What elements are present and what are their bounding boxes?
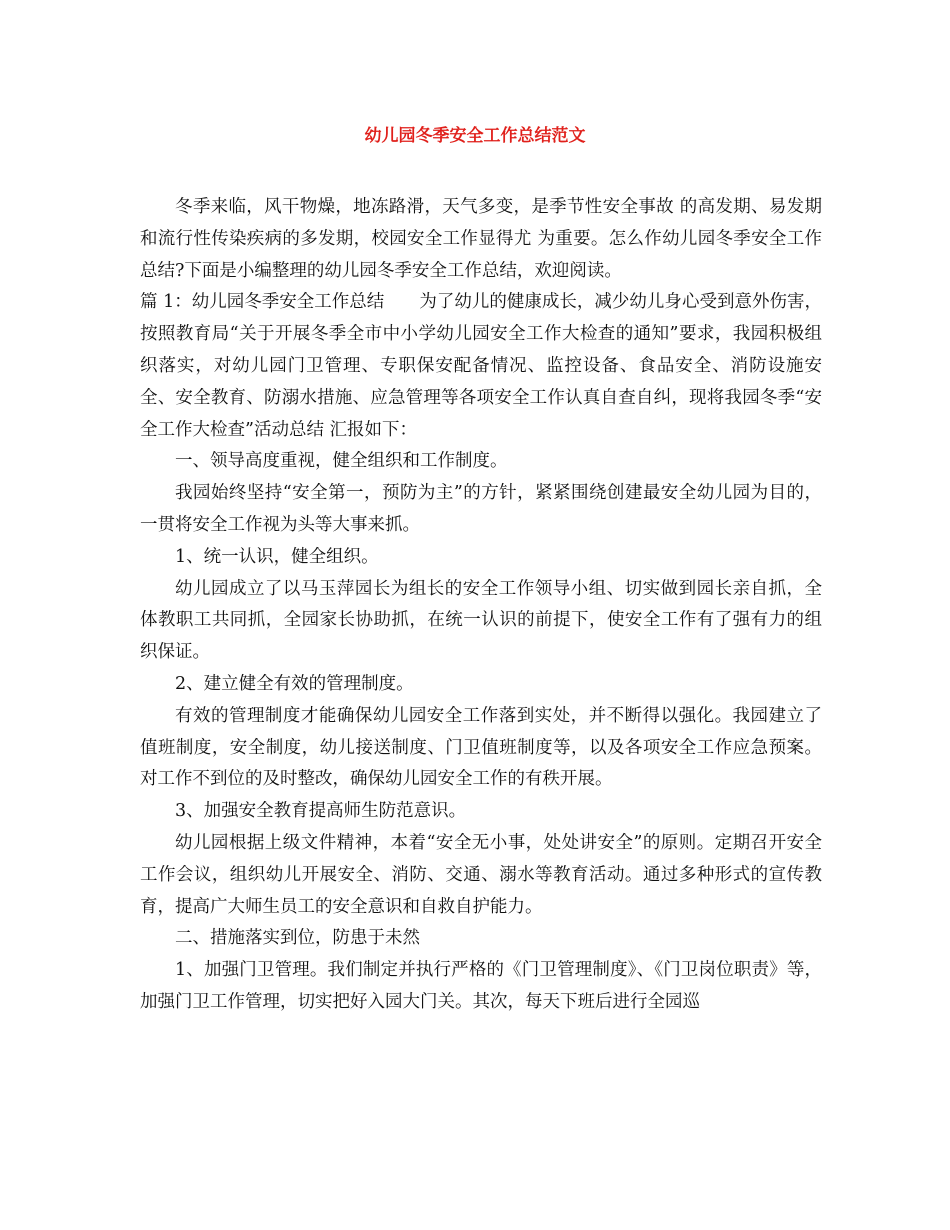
paragraph: 2、建立健全有效的管理制度。 (175, 673, 414, 694)
paragraph: 1、统一认识，健全组织。 (175, 546, 379, 567)
document-title: 幼儿园冬季安全工作总结范文 (364, 126, 586, 146)
paragraph: 1、加强门卫管理。我们制定并执行严格的《门卫管理制度》、《门卫岗位职责》等，加强门卫工作管理，切实把好入园大门关。其次，每天下班后进行全园巡 (140, 960, 822, 1012)
paragraph: 篇 1：幼儿园冬季安全工作总结 为了幼儿的健康成长，减少幼儿身心受到意外伤害，按照教育局“关于开展冬季全市中小学幼儿园安全工作大检查的通知”要求，我园积极组织落实，对幼儿园门卫管理、专职保安配备情况、监控设备、食品安全、消防设施安全、安全教育、防溺水措施、应急管理等各项安全工作认真自查自纠，现将我园冬季“安全工作大检查”活动总结 汇报如下： (140, 292, 822, 440)
paragraph: 二、措施落实到位，防患于未然 (175, 928, 420, 949)
document-body (140, 192, 822, 1019)
paragraph: 我园始终坚持“安全第一，预防为主”的方针，紧紧围绕创建最安全幼儿园为目的，一贯将安全工作视为头等大事来抓。 (140, 483, 822, 535)
paragraph: 幼儿园成立了以马玉萍园长为组长的安全工作领导小组、切实做到园长亲自抓，全体教职工共同抓，全园家长协助抓，在统一认识的前提下，使安全工作有了强有力的组织保证。 (140, 578, 822, 663)
paragraph: 一、领导高度重视，健全组织和工作制度。 (175, 451, 508, 472)
paragraph: 冬季来临，风干物燥，地冻路滑，天气多变，是季节性安全事故 的高发期、易发期和流行性传染疾病的多发期，校园安全工作显得尤 为重要。怎么作幼儿园冬季安全工作总结?下面是小编整理的幼儿园冬季安全工作总结，欢迎阅读。 (140, 197, 822, 281)
paragraph: 幼儿园根据上级文件精神，本着“安全无小事，处处讲安全”的原则。定期召开安全工作会议，组织幼儿开展安全、消防、交通、溺水等教育活动。通过多种形式的宣传教育，提高广大师生员工的安全意识和自救自护能力。 (140, 832, 822, 917)
paragraph: 3、加强安全教育提高师生防范意识。 (175, 801, 467, 822)
paragraph: 有效的管理制度才能确保幼儿园安全工作落到实处，并不断得以强化。我园建立了值班制度，安全制度，幼儿接送制度、门卫值班制度等，以及各项安全工作应急预案。对工作不到位的及时整改，确保幼儿园安全工作的有秩开展。 (140, 705, 822, 790)
